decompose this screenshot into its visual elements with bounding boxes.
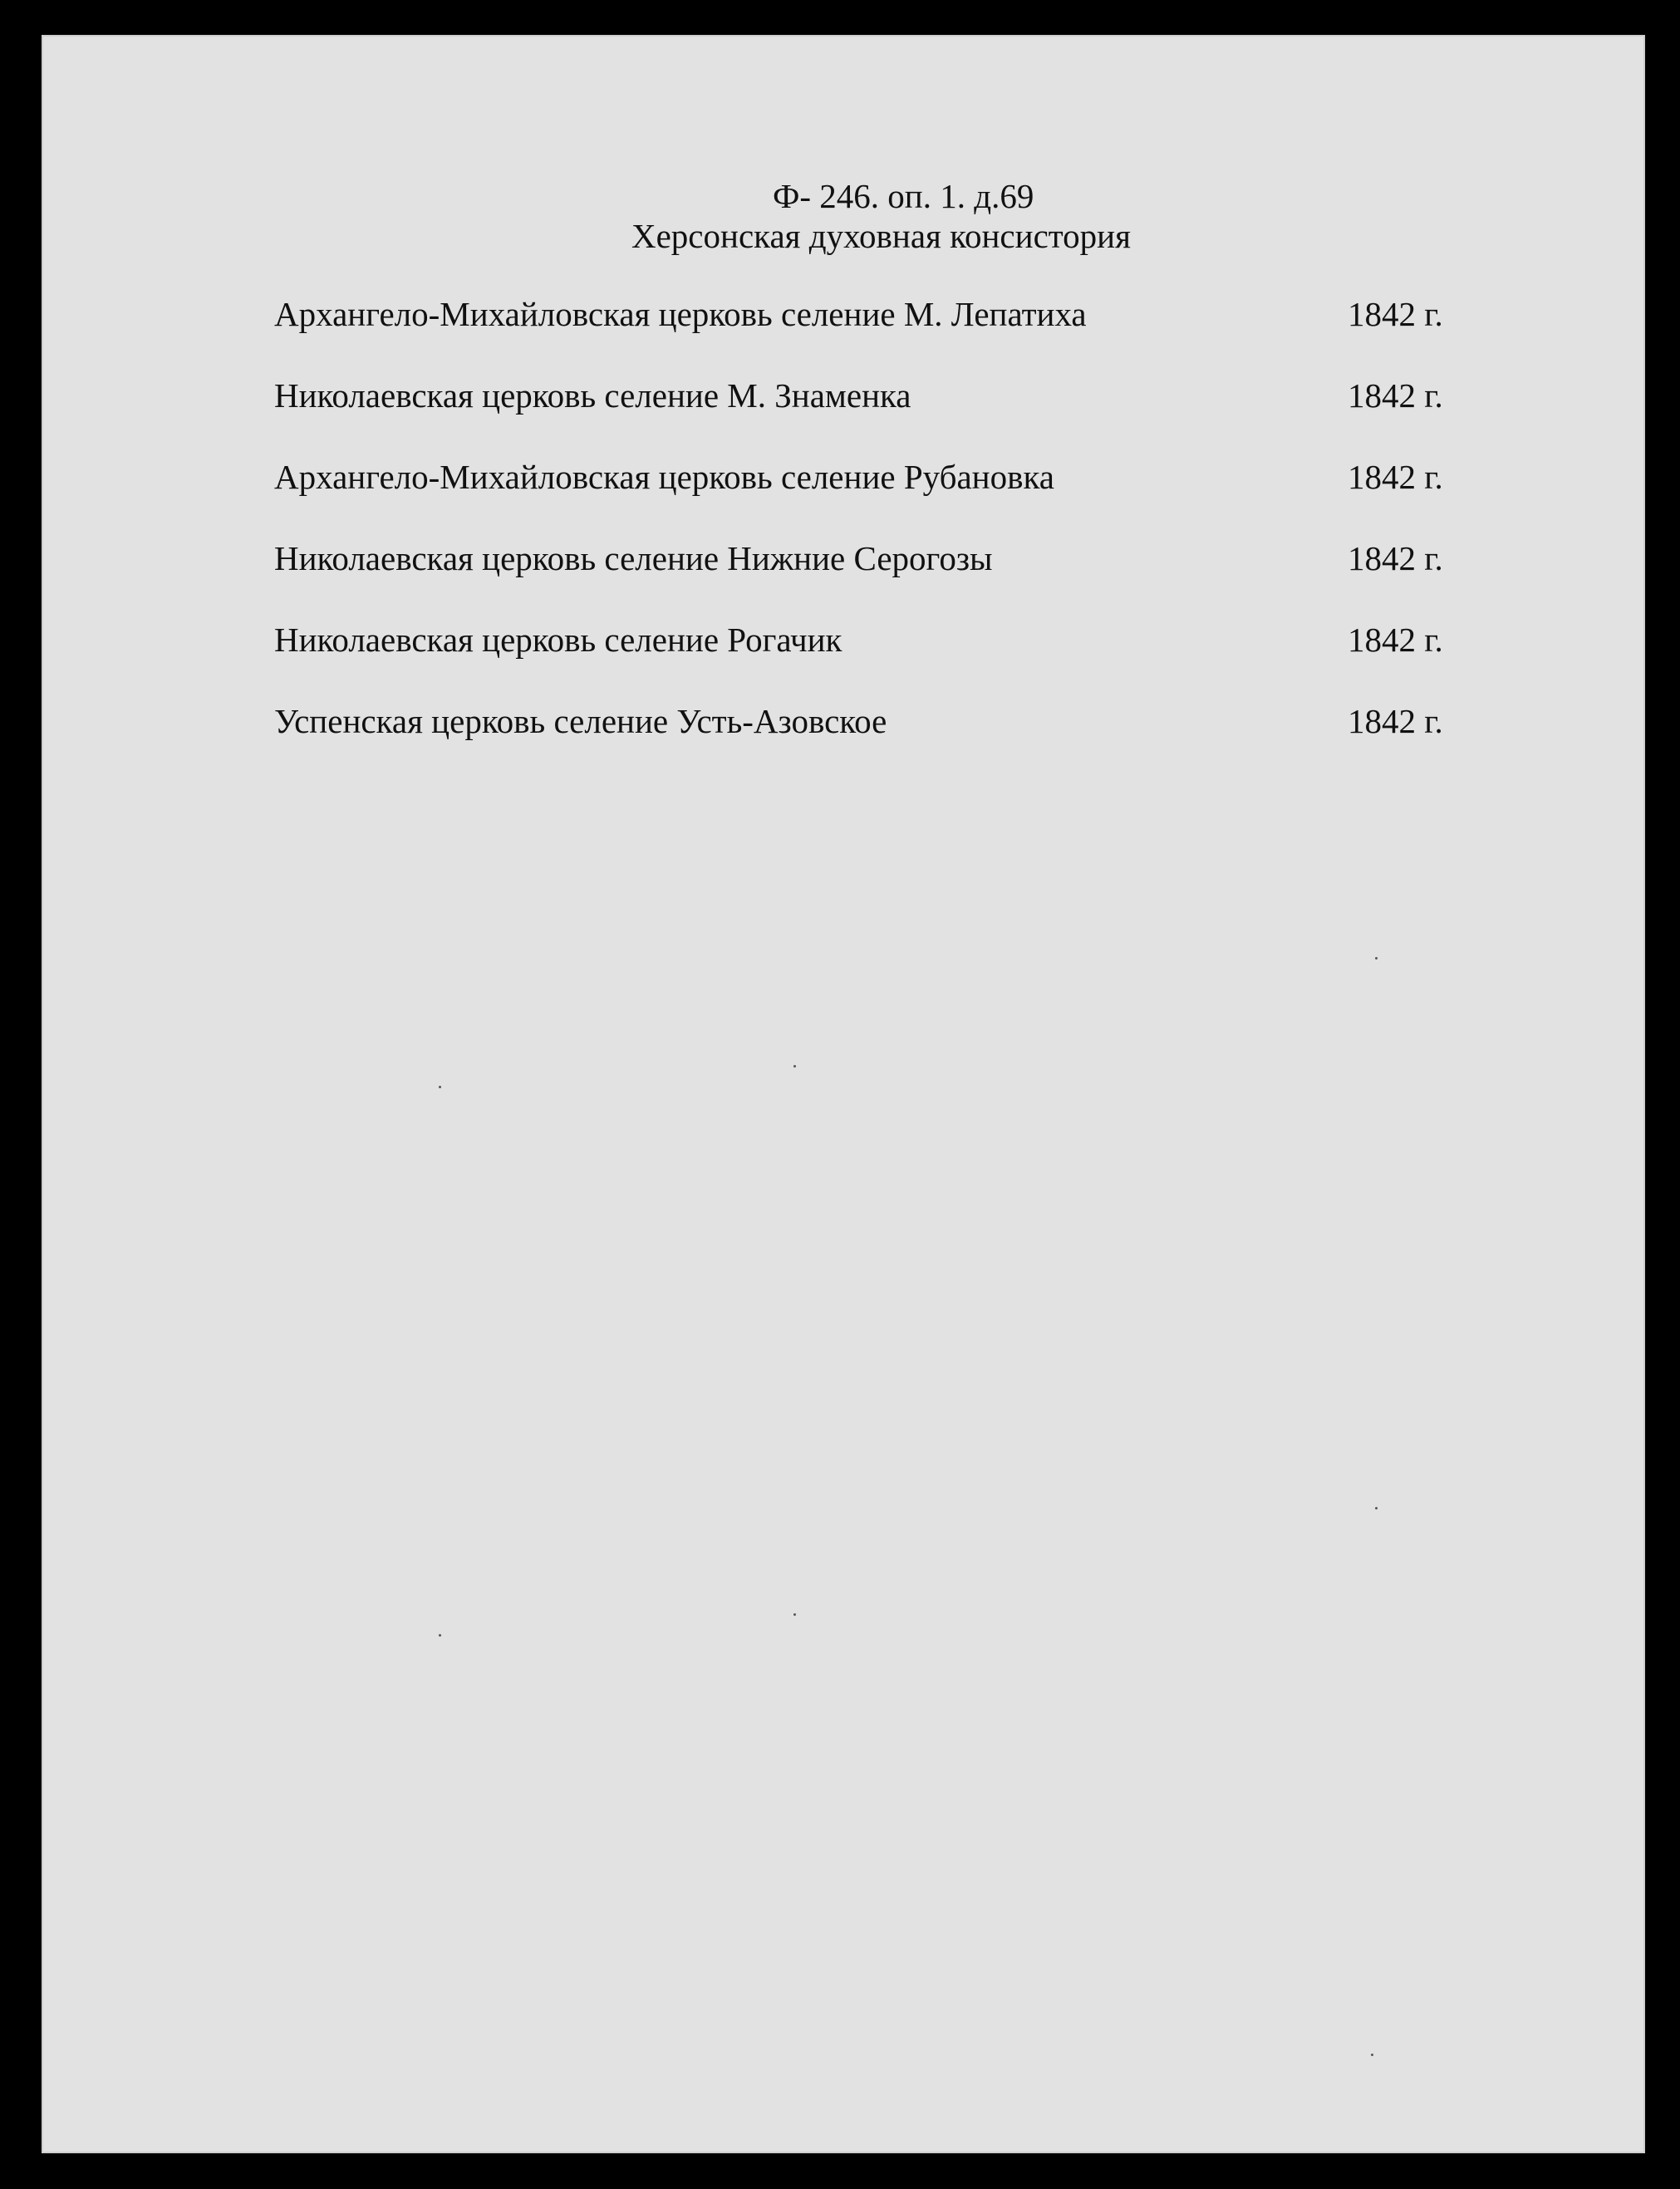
- archive-name: Херсонская духовная консистория: [631, 217, 1131, 255]
- document-page: [42, 35, 1645, 2153]
- scan-speck: [793, 1613, 796, 1616]
- scan-speck: [439, 1086, 441, 1088]
- entry-year: 1842 г.: [1348, 295, 1443, 333]
- list-item: [274, 457, 1479, 507]
- list-item: [274, 538, 1479, 588]
- list-item: [274, 620, 1479, 670]
- entry-title: Архангело-Михайловская церковь селение Рубановка: [274, 458, 1054, 496]
- scan-speck: [793, 1065, 796, 1068]
- list-item: [274, 294, 1479, 344]
- list-item: [274, 375, 1479, 425]
- scan-speck: [439, 1634, 441, 1637]
- entry-year: 1842 г.: [1348, 376, 1443, 415]
- entry-title: Архангело-Михайловская церковь селение М. Лепатиха: [274, 295, 1087, 333]
- scan-speck: [1375, 957, 1378, 960]
- entry-title: Успенская церковь селение Усть-Азовское: [274, 702, 887, 740]
- scan-speck: [1375, 1507, 1378, 1509]
- list-item: [274, 701, 1479, 751]
- scan-speck: [1371, 2054, 1373, 2056]
- entry-year: 1842 г.: [1348, 539, 1443, 577]
- entry-title: Николаевская церковь селение Нижние Серогозы: [274, 539, 993, 577]
- entry-year: 1842 г.: [1348, 458, 1443, 496]
- archive-reference: Ф- 246. оп. 1. д.69: [773, 177, 1034, 215]
- entry-year: 1842 г.: [1348, 702, 1443, 740]
- entry-title: Николаевская церковь селение М. Знаменка: [274, 376, 911, 415]
- entry-year: 1842 г.: [1348, 621, 1443, 659]
- entry-title: Николаевская церковь селение Рогачик: [274, 621, 842, 659]
